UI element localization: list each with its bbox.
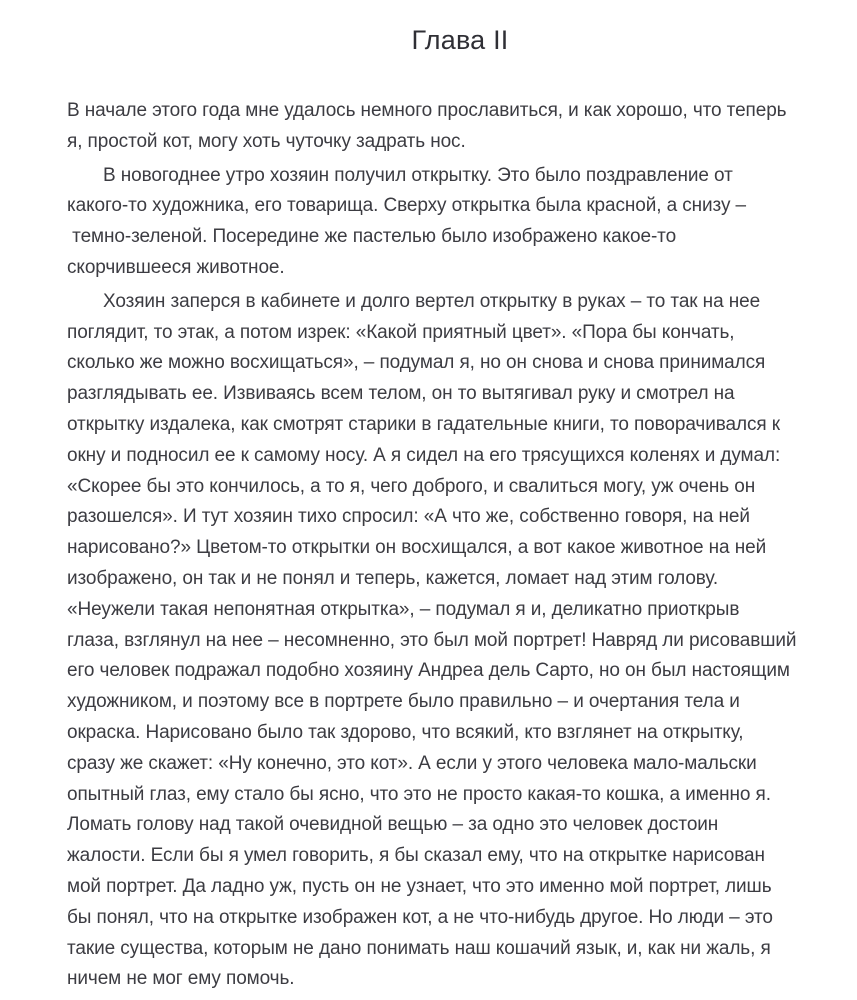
text-line: художником, и поэтому все в портрете было правильно – и очертания тела и	[67, 691, 740, 713]
text-line: сколько же можно восхищаться», – подумал я, но он снова и снова принимался	[67, 352, 766, 374]
text-line: Ломать голову над такой очевидной вещью – за одно это человек достоин	[67, 814, 719, 836]
text-line: «Скорее бы это кончилось, а то я, чего доброго, и свалиться могу, уж очень он	[67, 475, 756, 497]
text-line: В новогоднее утро хозяин получил открытку. Это было поздравление от	[103, 164, 733, 186]
text-line: какого-то художника, его товарища. Сверху открытка была красной, а снизу –	[67, 195, 746, 217]
chapter-title: Глава II	[411, 25, 509, 55]
text-line: я, простой кот, могу хоть чуточку задрать нос.	[67, 130, 466, 152]
text-line: сразу же скажет: «Ну конечно, это кот». А если у этого человека мало-мальски	[67, 752, 757, 774]
text-line: изображено, он так и не понял и теперь, кажется, ломает над этим голову.	[67, 567, 719, 589]
text-line: нарисовано?» Цветом-то открытки он восхищался, а вот какое животное на ней	[67, 537, 767, 559]
paragraph	[67, 96, 853, 158]
text-line: поглядит, то этак, а потом изрек: «Какой приятный цвет». «Пора бы кончать,	[67, 321, 735, 343]
text-line: скорчившееся животное.	[67, 256, 285, 278]
text-line: разглядывать ее. Извиваясь всем телом, он то вытягивал руку и смотрел на	[67, 383, 735, 405]
chapter-text	[67, 96, 853, 995]
text-line: открытку издалека, как смотрят старики в гадательные книги, то поворачивался к	[67, 413, 780, 435]
text-line: опытный глаз, ему стало бы ясно, что это не просто какая-то кошка, а именно я.	[67, 783, 771, 805]
text-line: окну и подносил ее к самому носу. А я сидел на его трясущихся коленях и думал:	[67, 444, 781, 466]
text-line: бы понял, что на открытке изображен кот, а не что-нибудь другое. Но люди – это	[67, 906, 773, 928]
text-line: «Неужели такая непонятная открытка», – подумал я и, деликатно приоткрыв	[67, 598, 740, 620]
paragraph	[67, 161, 853, 284]
text-line: ничем не мог ему помочь.	[67, 968, 295, 990]
text-line: такие существа, которым не дано понимать наш кошачий язык, и, как ни жаль, я	[67, 937, 771, 959]
text-line: Хозяин заперся в кабинете и долго вертел открытку в руках – то так на нее	[103, 290, 761, 312]
paragraph	[67, 287, 853, 995]
text-line: глаза, взглянул на нее – несомненно, это был мой портрет! Навряд ли рисовавший	[67, 629, 797, 651]
text-line: темно-зеленой. Посередине же пастелью было изображено какое-то	[67, 226, 677, 248]
text-line: жалости. Если бы я умел говорить, я бы сказал ему, что на открытке нарисован	[67, 845, 765, 867]
text-line: разошелся». И тут хозяин тихо спросил: «А что же, собственно говоря, на ней	[67, 506, 750, 528]
text-line: мой портрет. Да ладно уж, пусть он не узнает, что это именно мой портрет, лишь	[67, 875, 772, 897]
text-line: его человек подражал подобно хозяину Андреа дель Сарто, но он был настоящим	[67, 660, 790, 682]
text-line: окраска. Нарисовано было так здорово, что всякий, кто взглянет на открытку,	[67, 721, 744, 743]
book-page	[67, 0, 853, 995]
text-line: В начале этого года мне удалось немного прославиться, и как хорошо, что теперь	[67, 100, 787, 121]
